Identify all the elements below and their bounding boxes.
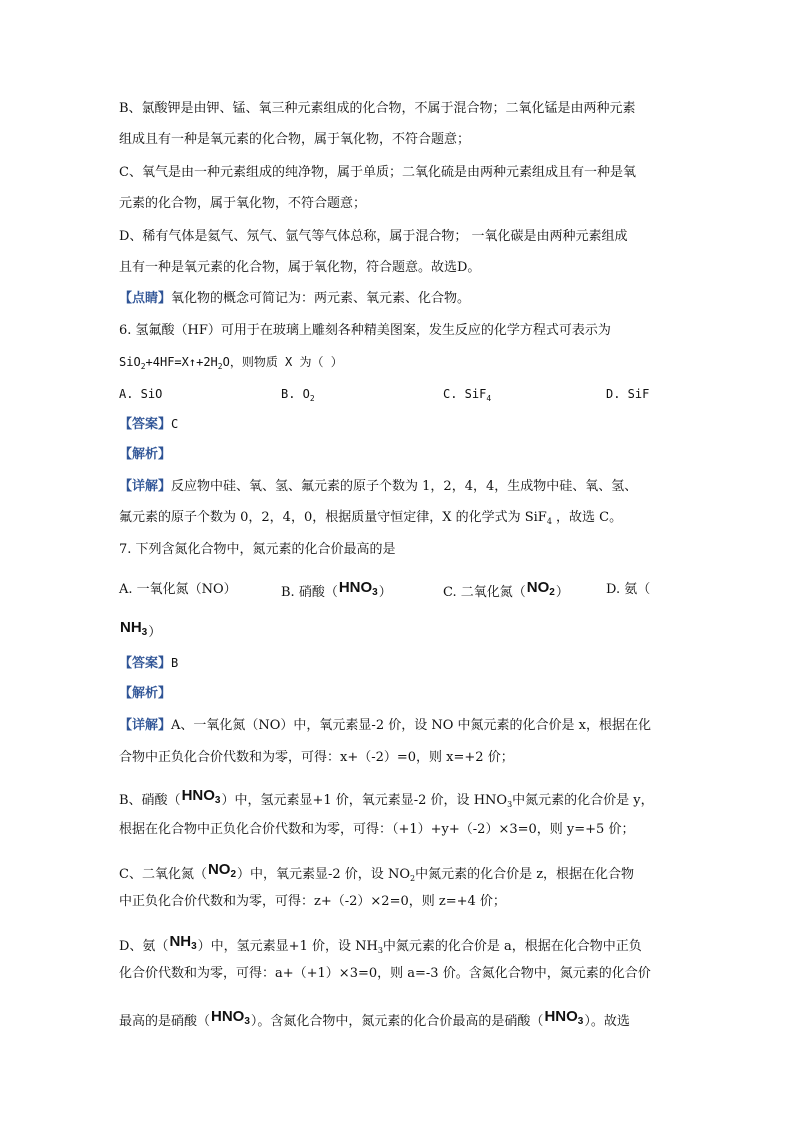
formula-text: NH <box>169 933 192 950</box>
q6-detail-text3: ，故选 C。 <box>551 510 623 525</box>
q6-answer: C <box>171 417 179 431</box>
formula-sub: 3 <box>141 627 148 638</box>
q7-option-d: D. 氨（ <box>606 582 651 597</box>
q6-detail-text1: 反应物中硅、氧、氢、氟元素的原子个数为 1，2，4，4，生成物中硅、氧、氢、 <box>171 479 638 494</box>
q6-eq-part: O，则物质 X 为（ ） <box>222 355 343 369</box>
q7-detail-a-text: A、一氧化氮（NO）中，氧元素显-2 价，设 NO 中氮元素的化合价是 x，根据在化 <box>171 718 651 733</box>
q6-option-c <box>443 384 491 409</box>
no2-formula <box>207 860 237 885</box>
hno3-formula <box>210 1007 251 1032</box>
formula-text: HNO <box>211 1008 245 1025</box>
nh3-formula <box>119 618 148 643</box>
q6-detail-line2 <box>119 508 622 532</box>
q7-detail-c-post: ）中，氧元素显-2 价，设 NO <box>237 867 410 882</box>
q7-detail-d-line1 <box>119 932 642 961</box>
q7-option-d-continued <box>119 618 161 643</box>
q7-detail-c-pre: C、二氧化氮（ <box>119 867 207 882</box>
q7-stem: 7. 下列含氮化合物中，氮元素的化合价最高的是 <box>119 542 396 557</box>
formula-text: HNO <box>544 1008 578 1025</box>
q6-option-c-sub: 4 <box>486 394 492 403</box>
q7-answer-tag: 【答案】 <box>119 656 172 671</box>
q6-analysis-tag: 【解析】 <box>119 447 172 462</box>
q7-option-d-post: ） <box>148 625 162 640</box>
q7-detail-d-post: ）中，氢元素显+1 价，设 NH <box>197 939 378 954</box>
q6-eq-part: +4HF=X↑+2H <box>145 355 218 369</box>
q7-detail-d-end: 中氮元素的化合价是 a，根据在化合物中正负 <box>382 939 642 954</box>
q7-detail-c-end: 中氮元素的化合价是 z，根据在化合物 <box>415 867 635 882</box>
hno3-formula <box>543 1007 584 1032</box>
q6-answer-tag: 【答案】 <box>119 417 172 432</box>
explanation-d-line2: 且有一种是氧元素的化合物，属于氧化物，符合题意。故选D。 <box>119 260 481 275</box>
formula-text: NO <box>526 579 550 596</box>
q7-analysis-tag: 【解析】 <box>119 686 172 701</box>
formula-sub: 2 <box>549 587 555 598</box>
q6-option-b-text: B. O <box>281 387 310 401</box>
q7-option-c-post: ） <box>555 585 569 600</box>
formula-sub: 2 <box>230 869 237 880</box>
formula-text: HNO <box>181 787 215 804</box>
q7-option-a: A. 一氧化氮（NO） <box>119 582 237 597</box>
q7-detail-c-sub: 2 <box>409 874 416 883</box>
q7-option-b-pre: B. 硝酸（ <box>281 585 338 600</box>
q7-answer: B <box>171 656 179 670</box>
formula-sub: 3 <box>191 941 197 952</box>
q7-detail-d3-a: 最高的是硝酸（ <box>119 1014 211 1029</box>
q7-detail-b-pre: B、硝酸（ <box>119 793 181 808</box>
q7-detail-b-line1 <box>119 786 654 815</box>
q6-eq-sub: 2 <box>140 362 146 371</box>
q7-option-b <box>281 578 392 603</box>
q7-detail-d3-b: ）。含氮化合物中，氮元素的化合价最高的是硝酸（ <box>250 1014 544 1029</box>
formula-text: HNO <box>338 579 373 596</box>
q6-detail-text2: 氟元素的原子个数为 0，2，4，0，根据质量守恒定律，X 的化学式为 SiF <box>119 510 547 525</box>
q6-equation-line <box>119 352 343 377</box>
q7-detail-b-line2: 根据在化合物中正负化合价代数和为零，可得：（+1）+y+（-2）×3=0，则 y=+5 价； <box>119 822 635 837</box>
q7-detail-b-sub: 3 <box>507 800 513 809</box>
q7-detail-d-line2: 化合价代数和为零，可得：a+（+1）×3=0，则 a=-3 价。含氮化合物中，氮元素的化合价 <box>119 966 651 981</box>
q6-detail-tag: 【详解】 <box>119 479 172 494</box>
q6-option-d: D. SiF <box>606 387 650 401</box>
q7-detail-d-sub: 3 <box>377 946 383 955</box>
hno3-formula <box>181 786 222 811</box>
q7-detail-c-line1 <box>119 860 634 889</box>
explanation-d-line1: D、稀有气体是氦气、氖气、氩气等气体总称，属于混合物； 一氧化碳是由两种元素组成 <box>119 229 628 244</box>
q7-detail-a-line2: 合物中正负化合价代数和为零，可得：x+（-2）=0，则 x=+2 价； <box>119 750 514 765</box>
formula-sub: 3 <box>372 587 378 598</box>
hno3-formula <box>338 578 379 603</box>
q7-detail-d3-c: ）。故选 <box>584 1014 630 1029</box>
q6-option-b <box>281 384 315 409</box>
nh3-formula <box>168 932 197 957</box>
explanation-b-line1: B、氯酸钾是由钾、锰、氧三种元素组成的化合物，不属于混合物；二氧化锰是由两种元素 <box>119 101 636 116</box>
q7-detail-d-pre: D、氨（ <box>119 939 169 954</box>
explanation-c-line1: C、氧气是由一种元素组成的纯净物，属于单质；二氧化硫是由两种元素组成且有一种是氧 <box>119 165 636 180</box>
formula-sub: 3 <box>577 1016 584 1027</box>
q7-option-b-post: ） <box>378 585 392 600</box>
q6-detail-sub: 4 <box>546 517 552 526</box>
explanation-c-line2: 元素的化合物，属于氧化物，不符合题意； <box>119 196 367 211</box>
q7-detail-a-line1 <box>119 716 651 736</box>
q7-detail-b-end: 中氮元素的化合价是 y， <box>512 793 654 808</box>
formula-text: NH <box>120 619 142 636</box>
tip-line <box>119 289 470 309</box>
q6-option-c-text: C. SiF <box>443 387 487 401</box>
q6-option-b-sub: 2 <box>309 394 315 403</box>
q7-detail-d-line3 <box>119 1007 630 1032</box>
q7-detail-tag: 【详解】 <box>119 718 172 733</box>
q6-eq-sub: 2 <box>217 362 223 371</box>
q7-option-c <box>443 578 569 603</box>
formula-sub: 3 <box>214 795 221 806</box>
formula-text: NO <box>207 861 231 878</box>
tip-tag: 【点睛】 <box>119 291 172 306</box>
tip-text: 氧化物的概念可简记为：两元素、氧元素、化合物。 <box>171 291 471 306</box>
q6-eq-part: SiO <box>119 355 141 369</box>
q6-stem-line1: 6. 氢氟酸（HF）可用于在玻璃上雕刻各种精美图案，发生反应的化学方程式可表示为 <box>119 323 611 338</box>
no2-formula <box>526 578 556 603</box>
q6-detail-line1 <box>119 477 637 497</box>
q7-detail-b-post: ）中，氢元素显+1 价，氧元素显-2 价，设 HNO <box>221 793 508 808</box>
explanation-b-line2: 组成且有一种是氧元素的化合物，属于氧化物，不符合题意； <box>119 132 471 147</box>
q7-detail-c-line2: 中正负化合价代数和为零，可得：z+（-2）×2=0，则 z=+4 价； <box>119 894 506 909</box>
q7-answer-line <box>119 653 178 674</box>
q6-answer-line <box>119 414 178 435</box>
formula-sub: 3 <box>244 1016 250 1027</box>
q6-option-a: A. SiO <box>119 387 163 401</box>
q7-option-c-pre: C. 二氧化氮（ <box>443 585 526 600</box>
